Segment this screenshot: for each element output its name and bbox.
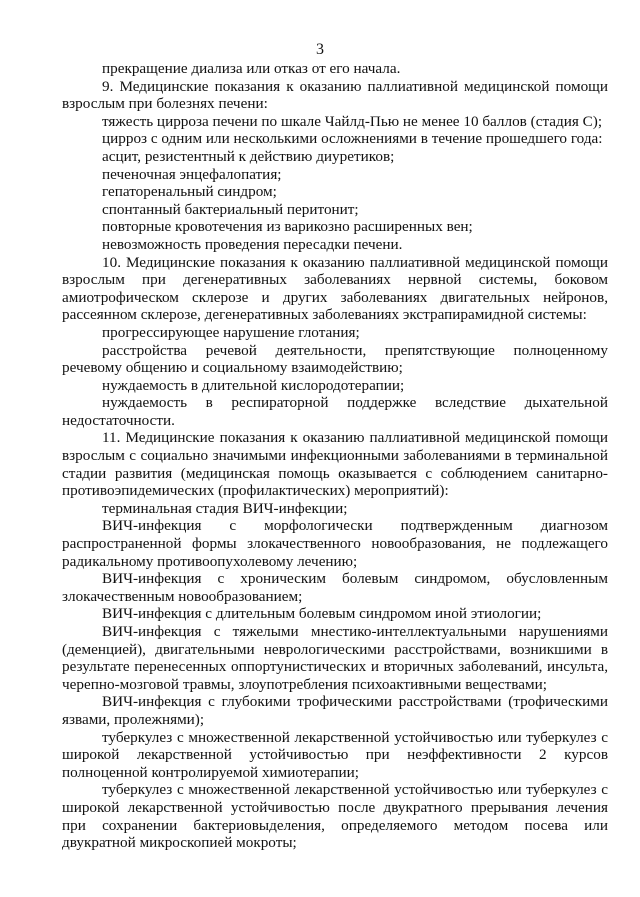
list-item: ВИЧ-инфекция с хроническим болевым синдромом, обусловленным злокачественным новообразованием; <box>62 570 608 605</box>
list-item: прогрессирующее нарушение глотания; <box>102 323 360 341</box>
list-item: туберкулез с множественной лекарственной устойчивостью или туберкулез с широкой лекарственной устойчивостью при неэффективности 2 курсов полноценной контролируемой химиотерапии; <box>62 728 608 781</box>
section-heading-10: 10. Медицинские показания к оказанию паллиативной медицинской помощи взрослым при дегенеративных заболеваниях нервной системы, боковом амиотрофическом склерозе и других заболеваниях двигательных нейронов, рассеянном склерозе, дегенеративных заболеваниях экстрапирамидной системы: <box>62 253 608 324</box>
document-body <box>62 60 608 852</box>
list-item: ВИЧ-инфекция с морфологически подтвержденным диагнозом распространенной формы злокачественного новообразования, не подлежащего радикальному противоопухолевому лечению; <box>62 517 608 570</box>
list-item: гепаторенальный синдром; <box>102 183 277 201</box>
list-item: расстройства речевой деятельности, препятствующие полноценному речевому общению и социальному взаимодействию; <box>62 341 608 377</box>
list-item: цирроз с одним или несколькими осложнениями в течение прошедшего года: <box>102 130 603 148</box>
list-item: нуждаемость в респираторной поддержке вследствие дыхательной недостаточности. <box>62 394 608 429</box>
page-number: 3 <box>316 41 324 58</box>
paragraph: прекращение диализа или отказ от его начала. <box>102 60 401 77</box>
list-item: тяжесть цирроза печени по шкале Чайлд-Пью не менее 10 баллов (стадия С); <box>102 112 603 130</box>
list-item: терминальная стадия ВИЧ-инфекции; <box>102 499 348 517</box>
section-heading-9: 9. Медицинские показания к оказанию паллиативной медицинской помощи взрослым при болезнях печени: <box>62 77 608 113</box>
list-item: невозможность проведения пересадки печени. <box>102 235 403 253</box>
list-item: ВИЧ-инфекция с длительным болевым синдромом иной этиологии; <box>102 605 542 623</box>
list-item: ВИЧ-инфекция с тяжелыми мнестико-интеллектуальными нарушениями (деменцией), двигательными неврологическими расстройствами, возникшими в результате перенесенных оппортунистических и вторичных заболеваний, инсульта, черепно-мозговой травмы, злоупотребления психоактивными веществами; <box>62 623 608 693</box>
list-item: спонтанный бактериальный перитонит; <box>102 200 359 218</box>
list-item: асцит, резистентный к действию диуретиков; <box>102 147 395 165</box>
list-item: печеночная энцефалопатия; <box>102 165 282 183</box>
section-heading-11: 11. Медицинские показания к оказанию паллиативной медицинской помощи взрослым с социально значимыми инфекционными заболеваниями в терминальной стадии развития (медицинская помощь оказывается с соблюдением санитарно-противоэпидемических (профилактических) мероприятий): <box>62 429 608 500</box>
list-item: повторные кровотечения из варикозно расширенных вен; <box>102 218 473 236</box>
list-item: ВИЧ-инфекция с глубокими трофическими расстройствами (трофическими язвами, пролежнями); <box>62 693 608 728</box>
list-item: туберкулез с множественной лекарственной устойчивостью или туберкулез с широкой лекарственной устойчивостью после двукратного прерывания лечения при сохранении бактериовыделения, определяемого методом посева или двукратной микроскопией мокроты; <box>62 781 608 852</box>
list-item: нуждаемость в длительной кислородотерапии; <box>102 376 405 394</box>
